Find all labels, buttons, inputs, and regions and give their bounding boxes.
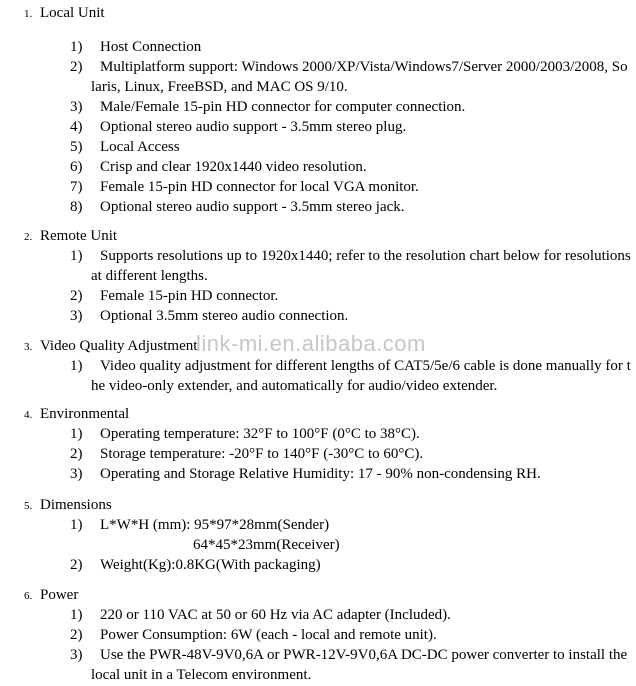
dimension-receiver-line: 64*45*23mm(Receiver)	[193, 537, 340, 553]
item-text: Optional 3.5mm stereo audio connection.	[100, 308, 349, 324]
item-number: 2)	[70, 446, 83, 462]
list-item	[0, 645, 636, 685]
item-number: 1)	[70, 607, 83, 623]
section-number: 3.	[24, 341, 33, 353]
list-item	[0, 605, 636, 625]
list-item	[0, 157, 636, 177]
item-number: 2)	[70, 557, 83, 573]
list-item	[0, 424, 636, 444]
list-item	[0, 57, 636, 97]
item-number: 3)	[70, 99, 83, 115]
list-item	[0, 286, 636, 306]
section-title: Video Quality Adjustment	[40, 338, 198, 354]
section-number: 1.	[24, 8, 33, 20]
item-text: Male/Female 15-pin HD connector for computer connection.	[100, 99, 466, 115]
section-heading	[0, 585, 636, 605]
list-item	[0, 117, 636, 137]
section-dimensions	[0, 495, 636, 575]
item-number: 3)	[70, 308, 83, 324]
item-number: 1)	[70, 248, 83, 264]
section-power	[0, 585, 636, 685]
item-text: Power Consumption: 6W (each - local and remote unit).	[100, 627, 437, 643]
list-item	[0, 197, 636, 217]
list-item	[0, 177, 636, 197]
section-heading	[0, 495, 636, 515]
list-item	[0, 555, 636, 575]
item-text: Storage temperature: -20°F to 140°F (-30°C to 60°C).	[100, 446, 424, 462]
section-title: Local Unit	[40, 5, 105, 21]
list-item	[0, 515, 636, 535]
item-number: 6)	[70, 159, 83, 175]
section-heading	[0, 3, 636, 23]
item-number: 2)	[70, 627, 83, 643]
section-heading	[0, 331, 636, 356]
item-text: L*W*H (mm): 95*97*28mm(Sender)	[100, 517, 330, 533]
item-text: Host Connection	[100, 39, 202, 55]
section-remote-unit	[0, 226, 636, 326]
item-text: Optional stereo audio support - 3.5mm stereo plug.	[100, 119, 407, 135]
section-number: 4.	[24, 409, 33, 421]
item-number: 1)	[70, 358, 83, 374]
item-text: 220 or 110 VAC at 50 or 60 Hz via AC adapter (Included).	[100, 607, 451, 623]
list-item	[0, 444, 636, 464]
section-title: Dimensions	[40, 497, 112, 513]
section-title: Power	[40, 587, 79, 603]
item-number: 4)	[70, 119, 83, 135]
list-item	[0, 625, 636, 645]
section-video-quality	[0, 331, 636, 396]
item-number: 1)	[70, 426, 83, 442]
section-title: Environmental	[40, 406, 130, 422]
item-number: 7)	[70, 179, 83, 195]
item-text: Local Access	[100, 139, 180, 155]
section-number: 5.	[24, 500, 33, 512]
section-heading	[0, 226, 636, 246]
item-text: Weight(Kg):0.8KG(With packaging)	[100, 557, 321, 573]
item-text: Optional stereo audio support - 3.5mm stereo jack.	[100, 199, 405, 215]
item-number: 1)	[70, 39, 83, 55]
list-item	[0, 306, 636, 326]
item-text: Use the PWR-48V-9V0,6A or PWR-12V-9V0,6A DC-DC power converter to install the local unit in a Telecom environment.	[91, 647, 628, 683]
item-text: Operating and Storage Relative Humidity: 17 - 90% non-condensing RH.	[100, 466, 541, 482]
item-text: Supports resolutions up to 1920x1440; refer to the resolution chart below for resolutions at different lengths.	[91, 248, 631, 284]
item-number: 2)	[70, 59, 83, 75]
section-number: 6.	[24, 590, 33, 602]
item-text: Female 15-pin HD connector for local VGA monitor.	[100, 179, 419, 195]
list-item	[0, 97, 636, 117]
item-text: Crisp and clear 1920x1440 video resolution.	[100, 159, 367, 175]
item-number: 3)	[70, 647, 83, 663]
section-number: 2.	[24, 231, 33, 243]
item-text: Video quality adjustment for different lengths of CAT5/5e/6 cable is done manually for the video-only extender, and automatically for audio/video extender.	[91, 358, 631, 394]
list-item	[0, 464, 636, 484]
item-number: 1)	[70, 517, 83, 533]
item-number: 3)	[70, 466, 83, 482]
section-environmental	[0, 404, 636, 484]
item-text: Multiplatform support: Windows 2000/XP/Vista/Windows7/Server 2000/2003/2008, Solaris, Linux, FreeBSD, and MAC OS 9/10.	[91, 59, 628, 95]
item-number: 2)	[70, 288, 83, 304]
item-number: 8)	[70, 199, 83, 215]
list-item	[0, 37, 636, 57]
watermark-text: link-mi.en.alibaba.com	[196, 331, 426, 356]
item-text: Female 15-pin HD connector.	[100, 288, 279, 304]
item-number: 5)	[70, 139, 83, 155]
section-local-unit	[0, 3, 636, 217]
section-heading	[0, 404, 636, 424]
section-title: Remote Unit	[40, 228, 118, 244]
list-item	[0, 246, 636, 286]
list-item	[0, 356, 636, 396]
item-text: Operating temperature: 32°F to 100°F (0°C to 38°C).	[100, 426, 420, 442]
list-item	[0, 137, 636, 157]
